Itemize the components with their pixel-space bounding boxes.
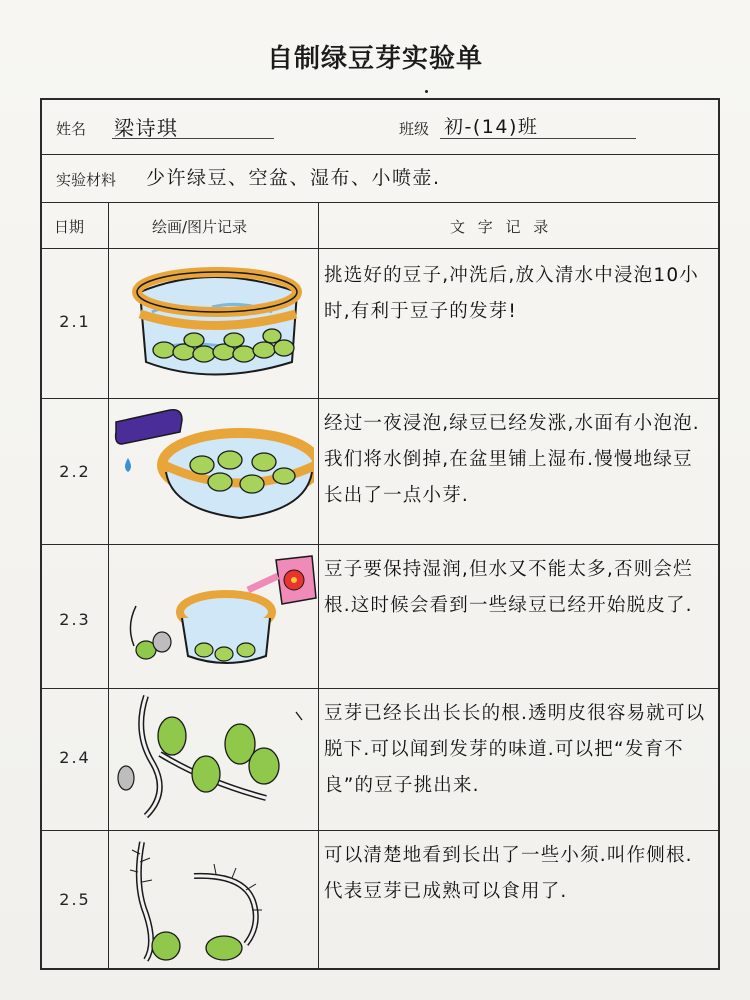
- row-record-text: 豆芽已经长出长长的根.透明皮很容易就可以脱下.可以闻到发芽的味道.可以把“发育不良”的豆子挑出来.: [324, 703, 706, 796]
- swollen-beans-drawing: [112, 400, 314, 542]
- row-divider: [42, 398, 718, 399]
- row-divider: [42, 202, 718, 203]
- name-value: 梁诗琪: [114, 116, 179, 140]
- col-header-text: 文 字 记 录: [450, 218, 553, 236]
- col-divider: [318, 202, 319, 970]
- row-divider: [42, 830, 718, 831]
- page-title: 自制绿豆芽实验单: [266, 44, 483, 74]
- row-record-text: 挑选好的豆子,冲洗后,放入清水中浸泡10小时,有利于豆子的发芽!: [324, 265, 700, 322]
- name-label: 姓名: [56, 120, 87, 138]
- row-date: 2.1: [59, 312, 91, 331]
- row-date: 2.3: [59, 610, 91, 629]
- row-record-text: 可以清楚地看到长出了一些小须.叫作侧根.代表豆芽已成熟可以食用了.: [324, 845, 693, 902]
- soaking-bowl-drawing: [112, 252, 314, 394]
- row-record-text: 经过一夜浸泡,绿豆已经发涨,水面有小泡泡.我们将水倒掉,在盆里铺上湿布.慢慢地绿豆长出了一点小芽.: [324, 413, 700, 506]
- row-date: 2.5: [59, 890, 91, 909]
- experiment-table: [40, 98, 720, 970]
- name-underline: [112, 138, 274, 139]
- long-roots-drawing: [106, 692, 318, 828]
- class-underline: [440, 138, 636, 139]
- ink-dot: [425, 90, 428, 93]
- row-divider: [42, 544, 718, 545]
- side-roots-drawing: [106, 834, 318, 968]
- row-record-text: 豆子要保持湿润,但水又不能太多,否则会烂根.这时候会看到一些绿豆已经开始脱皮了.: [324, 559, 693, 616]
- row-date: 2.2: [59, 462, 91, 481]
- col-header-drawing: 绘画/图片记录: [152, 218, 248, 236]
- row-divider: [42, 688, 718, 689]
- materials-label: 实验材料: [56, 171, 117, 189]
- row-divider: [42, 154, 718, 155]
- row-divider: [42, 248, 718, 249]
- class-label: 班级: [399, 120, 430, 138]
- watering-can-drawing: [106, 546, 318, 686]
- materials-value: 少许绿豆、空盆、湿布、小喷壶.: [146, 167, 441, 189]
- row-date: 2.4: [59, 748, 91, 767]
- col-header-date: 日期: [54, 218, 85, 236]
- class-value: 初-(14)班: [444, 116, 539, 138]
